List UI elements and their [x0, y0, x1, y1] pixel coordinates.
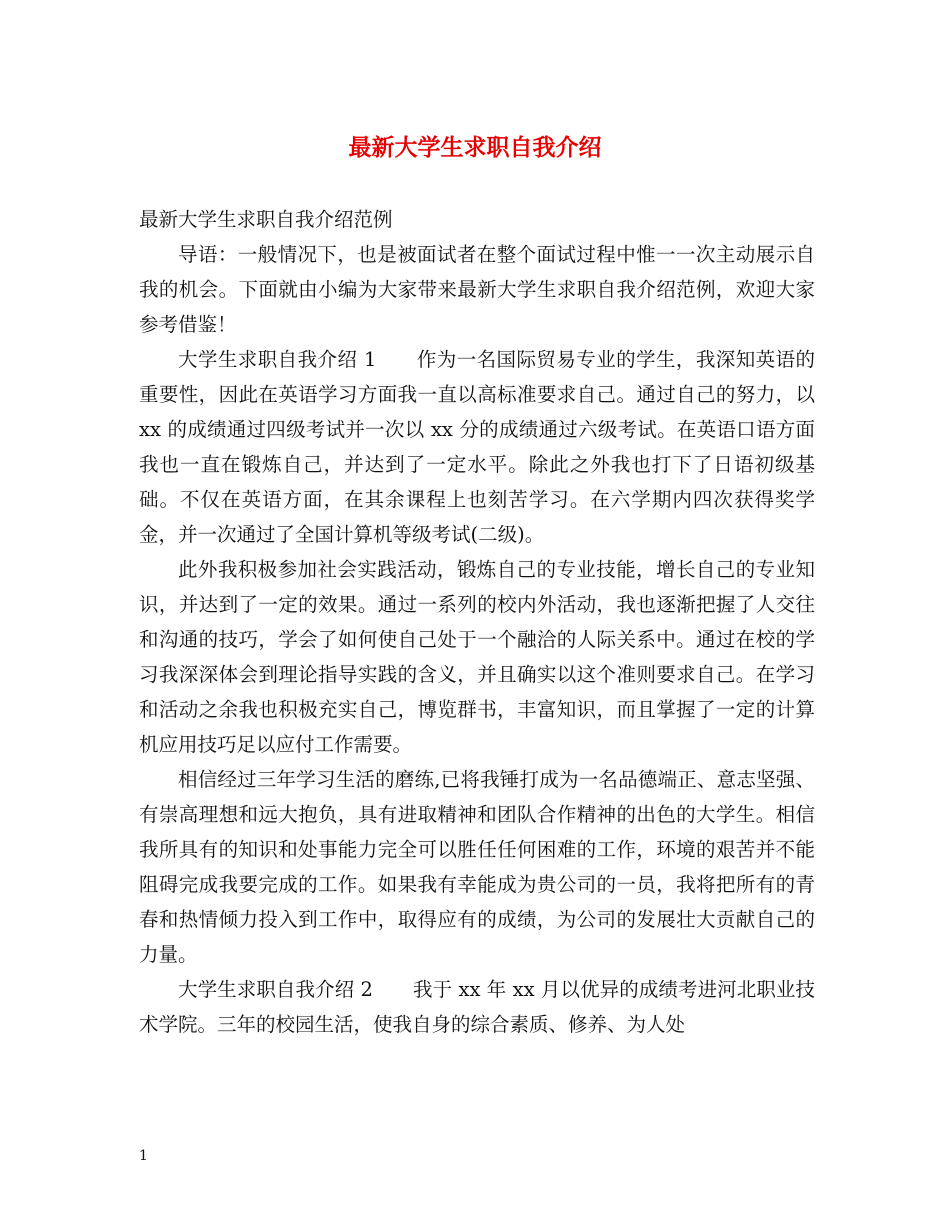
- section-2-paragraph-1: 我于 xx 年 xx 月以优异的成绩考进河北职业技术学院。三年的校园生活，使我自身的综合素质、修养、为人处: [139, 978, 815, 1036]
- document-title: 最新大学生求职自我介绍: [348, 134, 602, 161]
- section-1-heading: 大学生求职自我介绍 1: [178, 348, 377, 371]
- document-body: [139, 202, 815, 1042]
- section-1-paragraph-1: 作为一名国际贸易专业的学生，我深知英语的重要性，因此在英语学习方面我一直以高标准要求自己。通过自己的努力，以 xx 的成绩通过四级考试并一次以 xx 分的成绩通过六级考试。在英语口语方面我也一直在锻炼自己，并达到了一定水平。除此之外我也打下了日语初级基础。不仅在英语方面，在其余课程上也刻苦学习。在六学期内四次获得奖学金，并一次通过了全国计算机等级考试(二级)。: [139, 348, 815, 546]
- section-1-paragraph-3: 相信经过三年学习生活的磨练,已将我锤打成为一名品德端正、意志坚强、有崇高理想和远大抱负，具有进取精神和团队合作精神的出色的大学生。相信我所具有的知识和处事能力完全可以胜任任何困难的工作，环境的艰苦并不能阻碍完成我要完成的工作。如果我有幸能成为贵公司的一员，我将把所有的青春和热情倾力投入到工作中，取得应有的成绩，为公司的发展壮大贡献自己的力量。: [139, 768, 815, 966]
- section-1-first-paragraph: [139, 342, 815, 552]
- document-subtitle: 最新大学生求职自我介绍范例: [139, 208, 393, 231]
- section-1-paragraph-2: 此外我积极参加社会实践活动，锻炼自己的专业技能，增长自己的专业知识，并达到了一定的效果。通过一系列的校内外活动，我也逐渐把握了人交往和沟通的技巧，学会了如何使自己处于一个融洽的人际关系中。通过在校的学习我深深体会到理论指导实践的含义，并且确实以这个准则要求自己。在学习和活动之余我也积极充实自己，博览群书，丰富知识，而且掌握了一定的计算机应用技巧足以应付工作需要。: [139, 558, 815, 756]
- section-2-heading: 大学生求职自我介绍 2: [178, 978, 373, 1001]
- page-number: 1: [139, 1148, 148, 1164]
- section-2-first-paragraph: [139, 972, 815, 1042]
- intro-paragraph: 导语：一般情况下，也是被面试者在整个面试过程中惟一一次主动展示自我的机会。下面就由小编为大家带来最新大学生求职自我介绍范例，欢迎大家参考借鉴！: [139, 243, 815, 336]
